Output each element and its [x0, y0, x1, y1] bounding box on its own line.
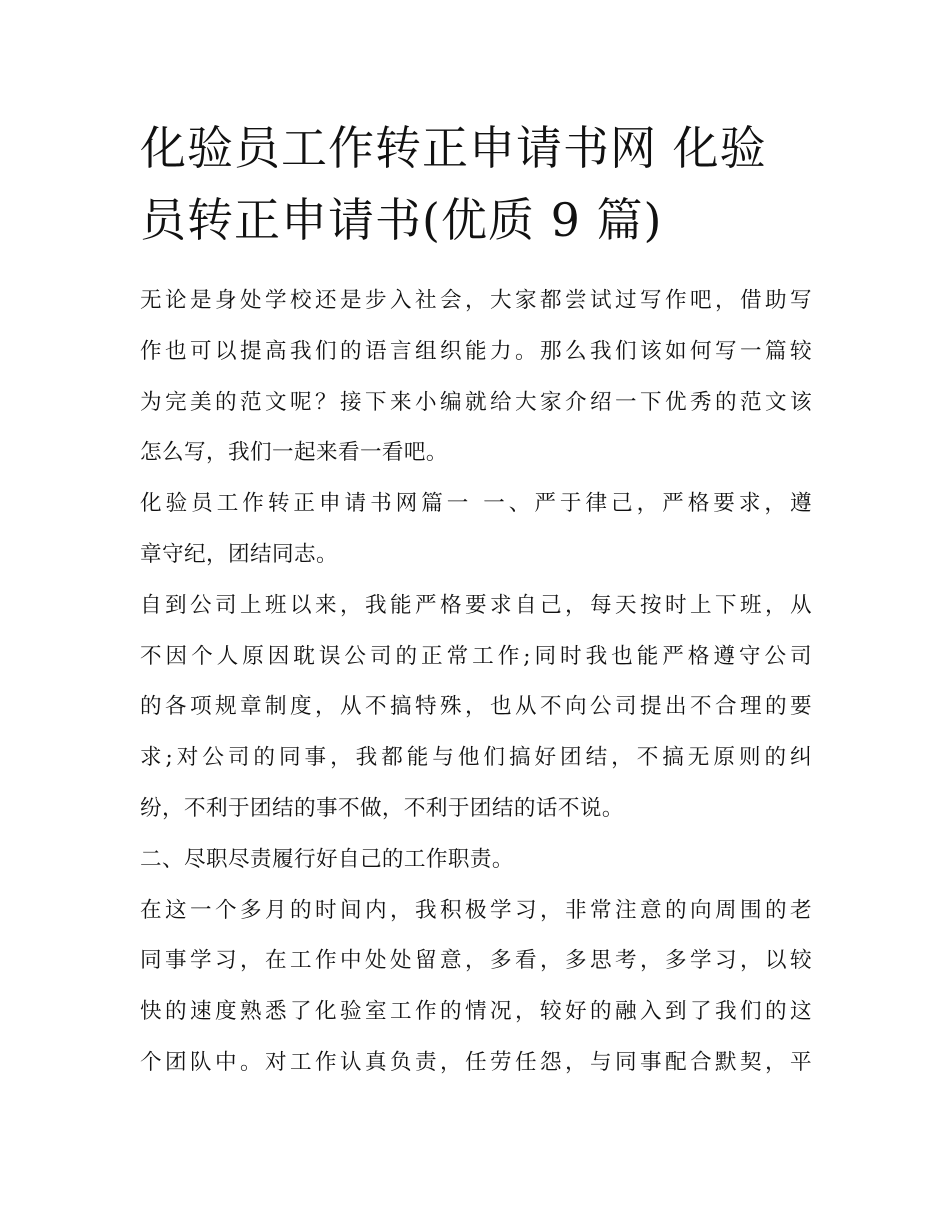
- text-line: 无论是身处学校还是步入社会，大家都尝试过写作吧，借助写: [140, 288, 812, 313]
- text-line: 在这一个多月的时间内，我积极学习，非常注意的向周围的老: [140, 897, 812, 923]
- paragraph-section-one-heading: [140, 479, 812, 581]
- text-line: 同事学习，在工作中处处留意，多看，多思考，多学习，以较: [140, 948, 812, 974]
- text-line: 的各项规章制度，从不搞特殊，也从不向公司提出不合理的要: [140, 694, 812, 720]
- text-line: 纷，不利于团结的事不做，不利于团结的话不说。: [140, 795, 624, 821]
- paragraph-section-two-heading: [140, 835, 812, 886]
- document-body: [140, 276, 812, 1089]
- text-line: 化验员工作转正申请书网篇一 一、严于律己，严格要求，遵: [140, 491, 812, 517]
- paragraph-discipline: [140, 581, 812, 835]
- text-line: 为完美的范文呢？接下来小编就给大家介绍一下优秀的范文该: [140, 389, 812, 415]
- paragraph-duties: [140, 886, 812, 1089]
- text-line: 二、尽职尽责履行好自己的工作职责。: [140, 846, 514, 872]
- text-line: 个团队中。对工作认真负责，任劳任怨，与同事配合默契，平: [140, 1049, 812, 1075]
- document-page: [140, 0, 812, 1229]
- text-line: 章守纪，团结同志。: [140, 541, 338, 567]
- title-line: 员转正申请书(优质 9 篇): [140, 193, 663, 247]
- text-line: 不因个人原因耽误公司的正常工作;同时我也能严格遵守公司: [140, 643, 812, 669]
- document-title: [140, 112, 812, 256]
- text-line: 求;对公司的同事，我都能与他们搞好团结，不搞无原则的纠: [140, 745, 812, 771]
- text-line: 自到公司上班以来，我能严格要求自己，每天按时上下班，从: [140, 592, 812, 618]
- text-line: 快的速度熟悉了化验室工作的情况，较好的融入到了我们的这: [140, 999, 812, 1025]
- paragraph-intro: [140, 276, 812, 479]
- text-line: 怎么写，我们一起来看一看吧。: [140, 440, 448, 466]
- title-line: 化验员工作转正申请书网 化验: [140, 121, 767, 175]
- text-line: 作也可以提高我们的语言组织能力。那么我们该如何写一篇较: [140, 338, 812, 364]
